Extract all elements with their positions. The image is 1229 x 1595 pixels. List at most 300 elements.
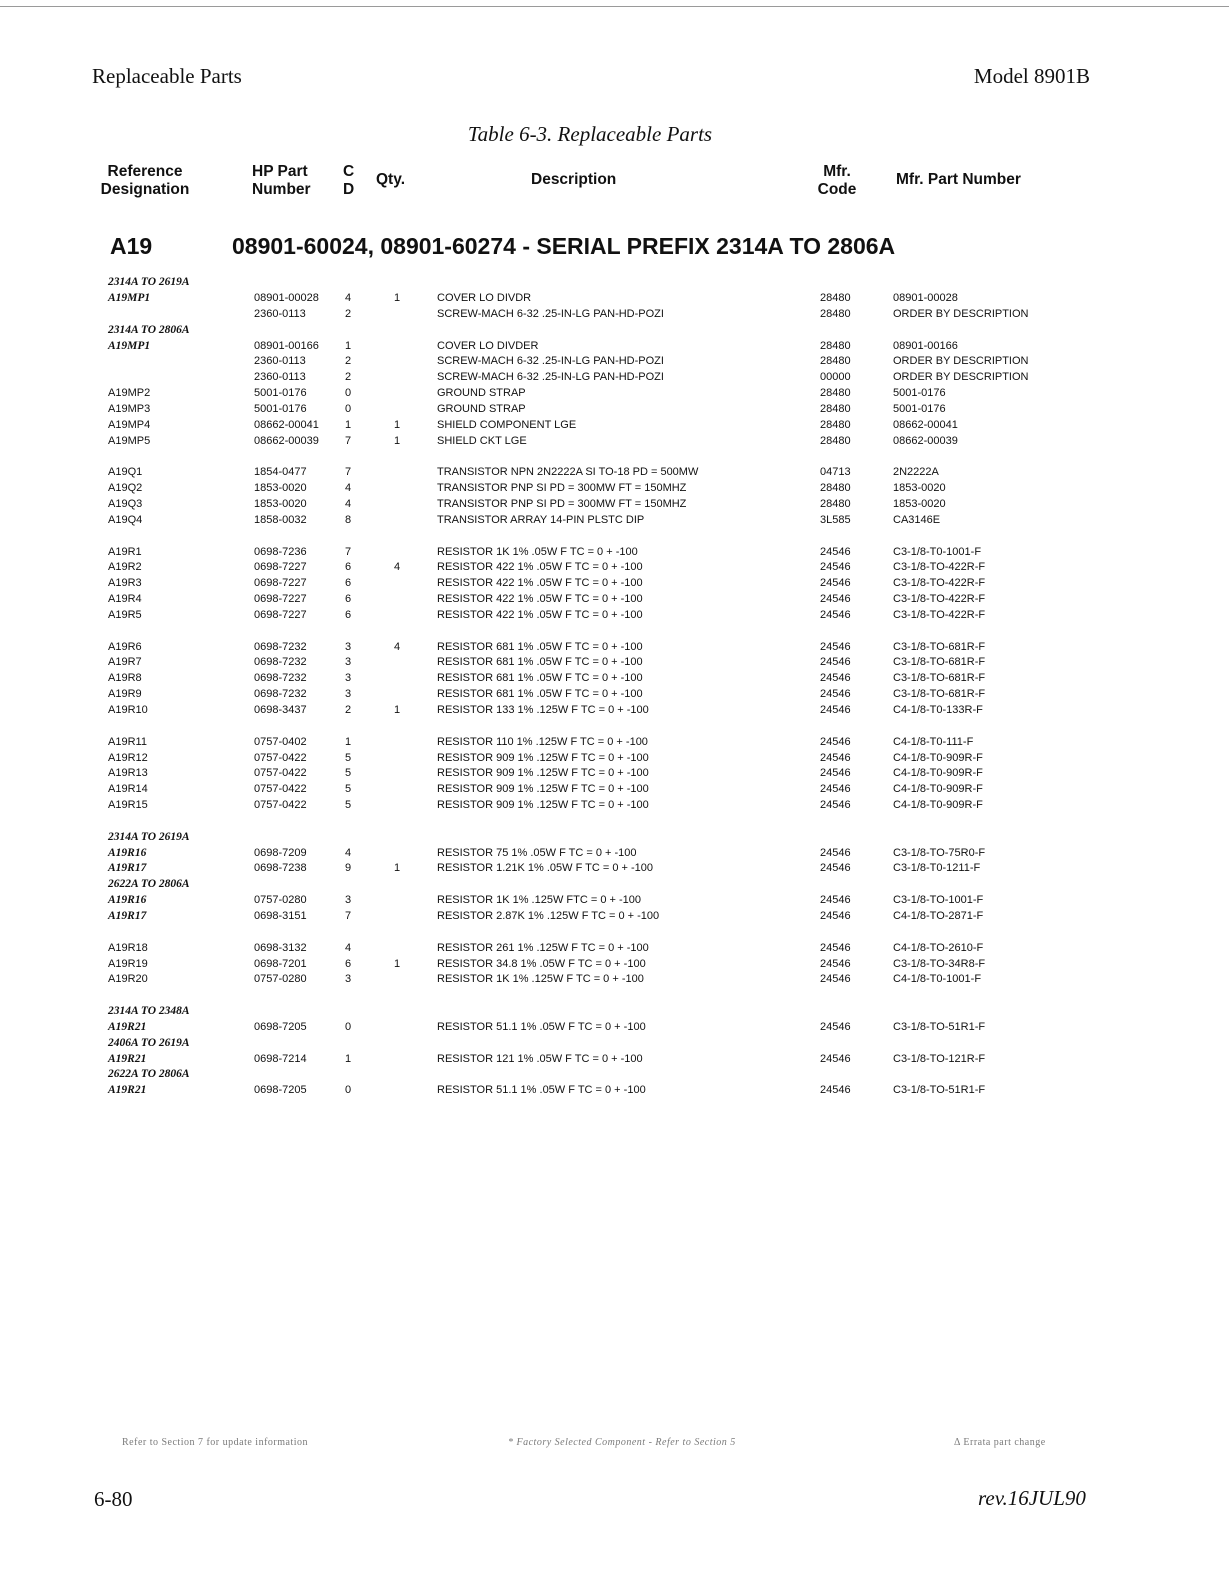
table-row: [0, 370, 1229, 386]
cell-description: RESISTOR 681 1% .05W F TC = 0 + -100: [437, 688, 643, 701]
table-row: [0, 893, 1229, 909]
table-row: [0, 640, 1229, 656]
cell-reference: 2622A TO 2806A: [108, 878, 190, 891]
cell-cd: 6: [345, 609, 352, 622]
cell-reference: A19R8: [108, 672, 142, 685]
cell-mfr-code: 24546: [820, 783, 851, 796]
cell-reference: A19R3: [108, 577, 142, 590]
cell-hp-part-number: 0698-7232: [254, 656, 307, 669]
cell-mfr-part-number: C3-1/8-TO-51R1-F: [893, 1020, 986, 1033]
cell-mfr-code: 24546: [820, 1052, 851, 1065]
row-spacer: [0, 624, 1229, 640]
cell-hp-part-number: 1853-0020: [254, 482, 307, 495]
cell-reference: A19MP5: [108, 434, 151, 447]
cell-mfr-code: 28480: [820, 355, 851, 368]
cell-mfr-part-number: ORDER BY DESCRIPTION: [893, 307, 1029, 320]
cell-description: RESISTOR 1.21K 1% .05W F TC = 0 + -100: [437, 862, 654, 875]
cell-cd: 2: [345, 704, 352, 717]
table-row: [0, 418, 1229, 434]
cell-hp-part-number: 0698-7214: [254, 1052, 307, 1065]
table-row: [0, 497, 1229, 513]
cell-mfr-part-number: 5001-0176: [893, 403, 946, 416]
cell-qty: 4: [394, 561, 401, 574]
cell-hp-part-number: 0698-7205: [254, 1020, 307, 1033]
cell-mfr-code: 24546: [820, 672, 851, 685]
cell-hp-part-number: 08662-00041: [254, 419, 319, 432]
cell-reference: A19R11: [108, 735, 147, 748]
cell-hp-part-number: 0698-7209: [254, 846, 307, 859]
cell-mfr-code: 24546: [820, 751, 851, 764]
cell-mfr-part-number: C3-1/8-TO-681R-F: [893, 672, 986, 685]
table-row: [0, 481, 1229, 497]
cell-description: RESISTOR 909 1% .125W F TC = 0 + -100: [437, 751, 649, 764]
table-row: [0, 1036, 1229, 1052]
cell-mfr-part-number: C3-1/8-TO-51R1-F: [893, 1084, 986, 1097]
cell-qty: 1: [394, 419, 401, 432]
cell-reference: A19R7: [108, 656, 142, 669]
row-spacer: [0, 814, 1229, 830]
table-row: [0, 608, 1229, 624]
cell-description: RESISTOR 1K 1% .125W F TC = 0 + -100: [437, 973, 644, 986]
cell-cd: 0: [345, 1020, 352, 1033]
cell-cd: 6: [345, 957, 352, 970]
cell-reference: A19MP3: [108, 403, 151, 416]
cell-mfr-code: 24546: [820, 609, 851, 622]
cell-description: RESISTOR 422 1% .05W F TC = 0 + -100: [437, 577, 643, 590]
cell-mfr-part-number: C3-1/8-TO-681R-F: [893, 640, 986, 653]
cell-description: TRANSISTOR ARRAY 14-PIN PLSTC DIP: [437, 514, 645, 527]
cell-reference: A19R9: [108, 688, 142, 701]
cell-mfr-code: 28480: [820, 498, 851, 511]
cell-mfr-part-number: 08901-00166: [893, 339, 958, 352]
cell-mfr-part-number: 08662-00041: [893, 419, 958, 432]
cell-description: GROUND STRAP: [437, 403, 526, 416]
cell-description: RESISTOR 422 1% .05W F TC = 0 + -100: [437, 593, 643, 606]
cell-mfr-part-number: 1853-0020: [893, 482, 946, 495]
cell-reference: 2314A TO 2348A: [108, 1004, 190, 1017]
cell-mfr-part-number: 08901-00028: [893, 291, 958, 304]
cell-description: GROUND STRAP: [437, 387, 526, 400]
cell-hp-part-number: 1854-0477: [254, 466, 307, 479]
cell-mfr-code: 24546: [820, 941, 851, 954]
column-header-cd: C D: [343, 163, 355, 198]
table-row: [0, 402, 1229, 418]
cell-description: RESISTOR 1K 1% .125W FTC = 0 + -100: [437, 894, 641, 907]
cell-mfr-part-number: C4-1/8-T0-909R-F: [893, 767, 983, 780]
cell-qty: 1: [394, 291, 401, 304]
cell-description: RESISTOR 51.1 1% .05W F TC = 0 + -100: [437, 1084, 646, 1097]
revision-date: rev.16JUL90: [978, 1486, 1086, 1510]
cell-description: RESISTOR 2.87K 1% .125W F TC = 0 + -100: [437, 910, 660, 923]
cell-description: RESISTOR 909 1% .125W F TC = 0 + -100: [437, 767, 649, 780]
cell-reference: 2314A TO 2619A: [108, 830, 190, 843]
top-rule: [0, 6, 1229, 7]
cell-mfr-code: 04713: [820, 466, 851, 479]
cell-mfr-part-number: C4-1/8-TO-2871-F: [893, 910, 984, 923]
cell-mfr-code: 24546: [820, 735, 851, 748]
cell-mfr-code: 28480: [820, 307, 851, 320]
cell-cd: 2: [345, 355, 352, 368]
table-row: [0, 703, 1229, 719]
cell-mfr-code: 24546: [820, 640, 851, 653]
cell-description: RESISTOR 681 1% .05W F TC = 0 + -100: [437, 672, 643, 685]
cell-hp-part-number: 0698-7236: [254, 545, 307, 558]
cell-reference: A19MP1: [108, 291, 151, 304]
cell-reference: A19R21: [108, 1084, 147, 1097]
cell-description: SCREW-MACH 6-32 .25-IN-LG PAN-HD-POZI: [437, 371, 664, 384]
cell-hp-part-number: 0698-3132: [254, 941, 307, 954]
cell-mfr-code: 28480: [820, 339, 851, 352]
table-row: [0, 1067, 1229, 1083]
column-header-description: Description: [531, 171, 617, 188]
cell-cd: 5: [345, 751, 352, 764]
cell-mfr-part-number: C4-1/8-TO-2610-F: [893, 941, 984, 954]
table-row: [0, 687, 1229, 703]
cell-hp-part-number: 0757-0402: [254, 735, 307, 748]
table-row: [0, 972, 1229, 988]
cell-qty: 1: [394, 862, 401, 875]
cell-mfr-code: 28480: [820, 434, 851, 447]
cell-mfr-code: 24546: [820, 561, 851, 574]
cell-description: RESISTOR 133 1% .125W F TC = 0 + -100: [437, 704, 649, 717]
cell-reference: A19R6: [108, 640, 142, 653]
cell-description: RESISTOR 51.1 1% .05W F TC = 0 + -100: [437, 1020, 646, 1033]
cell-reference: A19R5: [108, 609, 142, 622]
table-row: [0, 1020, 1229, 1036]
cell-description: RESISTOR 422 1% .05W F TC = 0 + -100: [437, 561, 643, 574]
cell-cd: 5: [345, 799, 352, 812]
cell-reference: 2314A TO 2806A: [108, 323, 190, 336]
cell-hp-part-number: 08662-00039: [254, 434, 319, 447]
cell-cd: 8: [345, 514, 352, 527]
cell-cd: 0: [345, 403, 352, 416]
cell-hp-part-number: 0698-3151: [254, 910, 307, 923]
cell-reference: 2622A TO 2806A: [108, 1068, 190, 1081]
cell-description: RESISTOR 261 1% .125W F TC = 0 + -100: [437, 941, 649, 954]
cell-qty: 1: [394, 434, 401, 447]
cell-mfr-code: 24546: [820, 688, 851, 701]
cell-reference: A19Q3: [108, 498, 143, 511]
cell-description: SHIELD CKT LGE: [437, 434, 527, 447]
cell-cd: 3: [345, 973, 352, 986]
table-row: [0, 909, 1229, 925]
table-row: [0, 354, 1229, 370]
cell-mfr-code: 00000: [820, 371, 851, 384]
cell-hp-part-number: 0698-7238: [254, 862, 307, 875]
cell-cd: 4: [345, 291, 352, 304]
cell-reference: A19R21: [108, 1052, 147, 1065]
table-row: [0, 386, 1229, 402]
cell-mfr-part-number: C4-1/8-T0-909R-F: [893, 783, 983, 796]
cell-cd: 2: [345, 371, 352, 384]
cell-mfr-part-number: 1853-0020: [893, 498, 946, 511]
section-header: Replaceable Parts: [92, 64, 242, 88]
table-row: [0, 941, 1229, 957]
cell-description: RESISTOR 681 1% .05W F TC = 0 + -100: [437, 656, 643, 669]
table-row: [0, 465, 1229, 481]
parts-table: [0, 275, 1229, 1099]
table-row: [0, 782, 1229, 798]
cell-reference: A19R21: [108, 1020, 147, 1033]
row-spacer: [0, 719, 1229, 735]
cell-hp-part-number: 1853-0020: [254, 498, 307, 511]
cell-mfr-part-number: C3-1/8-TO-422R-F: [893, 609, 986, 622]
cell-cd: 0: [345, 387, 352, 400]
cell-hp-part-number: 0698-7232: [254, 688, 307, 701]
table-row: [0, 830, 1229, 846]
cell-mfr-code: 24546: [820, 862, 851, 875]
cell-description: SCREW-MACH 6-32 .25-IN-LG PAN-HD-POZI: [437, 355, 664, 368]
cell-reference: A19Q1: [108, 466, 143, 479]
cell-description: SHIELD COMPONENT LGE: [437, 419, 577, 432]
cell-description: RESISTOR 75 1% .05W F TC = 0 + -100: [437, 846, 637, 859]
row-spacer: [0, 450, 1229, 466]
cell-reference: A19R13: [108, 767, 148, 780]
cell-mfr-code: 28480: [820, 482, 851, 495]
cell-hp-part-number: 0757-0280: [254, 894, 307, 907]
cell-mfr-part-number: C4-1/8-T0-111-F: [893, 735, 974, 748]
cell-hp-part-number: 08901-00166: [254, 339, 319, 352]
cell-description: RESISTOR 1K 1% .05W F TC = 0 + -100: [437, 545, 638, 558]
page-number: 6-80: [94, 1487, 133, 1511]
cell-hp-part-number: 0757-0422: [254, 783, 307, 796]
cell-mfr-code: 24546: [820, 910, 851, 923]
cell-hp-part-number: 2360-0113: [254, 307, 306, 320]
cell-reference: A19R16: [108, 894, 147, 907]
cell-cd: 4: [345, 846, 352, 859]
cell-cd: 3: [345, 672, 352, 685]
cell-reference: A19Q4: [108, 514, 143, 527]
cell-hp-part-number: 0698-7227: [254, 593, 307, 606]
table-row: [0, 592, 1229, 608]
cell-reference: A19R16: [108, 846, 147, 859]
cell-reference: A19R15: [108, 799, 148, 812]
cell-hp-part-number: 0757-0280: [254, 973, 307, 986]
cell-mfr-code: 24546: [820, 894, 851, 907]
cell-cd: 2: [345, 307, 352, 320]
table-row: [0, 798, 1229, 814]
cell-mfr-part-number: ORDER BY DESCRIPTION: [893, 371, 1029, 384]
cell-cd: 6: [345, 593, 352, 606]
cell-cd: 3: [345, 894, 352, 907]
cell-hp-part-number: 08901-00028: [254, 291, 319, 304]
table-row: [0, 846, 1229, 862]
table-row: [0, 1052, 1229, 1068]
cell-mfr-part-number: C4-1/8-T0-909R-F: [893, 751, 983, 764]
cell-reference: A19R17: [108, 910, 147, 923]
cell-description: RESISTOR 110 1% .125W F TC = 0 + -100: [437, 735, 648, 748]
table-title: Table 6-3. Replaceable Parts: [467, 122, 713, 146]
cell-mfr-part-number: C3-1/8-TO-681R-F: [893, 656, 986, 669]
column-header-mfr-code: Mfr. Code: [817, 163, 857, 198]
table-row: [0, 766, 1229, 782]
cell-cd: 6: [345, 577, 352, 590]
cell-description: RESISTOR 121 1% .05W F TC = 0 + -100: [437, 1052, 643, 1065]
cell-reference: A19R2: [108, 561, 142, 574]
cell-mfr-code: 24546: [820, 973, 851, 986]
cell-cd: 5: [345, 783, 352, 796]
cell-reference: A19MP2: [108, 387, 151, 400]
cell-description: SCREW-MACH 6-32 .25-IN-LG PAN-HD-POZI: [437, 307, 664, 320]
footnote-factory-selected: * Factory Selected Component - Refer to Section 5: [508, 1437, 736, 1448]
cell-mfr-part-number: CA3146E: [893, 514, 941, 527]
table-row: [0, 1083, 1229, 1099]
cell-hp-part-number: 5001-0176: [254, 387, 307, 400]
cell-cd: 1: [345, 419, 352, 432]
cell-description: TRANSISTOR PNP SI PD = 300MW FT = 150MHZ: [437, 498, 687, 511]
table-row: [0, 671, 1229, 687]
cell-hp-part-number: 0698-7227: [254, 577, 307, 590]
cell-mfr-part-number: C3-1/8-T0-1211-F: [893, 862, 981, 875]
cell-cd: 9: [345, 862, 352, 875]
cell-mfr-code: 24546: [820, 656, 851, 669]
cell-mfr-part-number: 5001-0176: [893, 387, 946, 400]
table-row: [0, 323, 1229, 339]
table-row: [0, 513, 1229, 529]
cell-description: RESISTOR 34.8 1% .05W F TC = 0 + -100: [437, 957, 646, 970]
cell-mfr-part-number: C3-1/8-TO-422R-F: [893, 561, 986, 574]
cell-hp-part-number: 2360-0113: [254, 355, 306, 368]
cell-mfr-code: 24546: [820, 593, 851, 606]
cell-mfr-part-number: C3-1/8-TO-681R-F: [893, 688, 986, 701]
cell-cd: 3: [345, 688, 352, 701]
cell-mfr-code: 3L585: [820, 514, 851, 527]
cell-cd: 4: [345, 941, 352, 954]
cell-mfr-part-number: 08662-00039: [893, 434, 958, 447]
cell-mfr-part-number: ORDER BY DESCRIPTION: [893, 355, 1029, 368]
table-row: [0, 877, 1229, 893]
cell-reference: A19R17: [108, 862, 147, 875]
row-spacer: [0, 988, 1229, 1004]
footnote-update: Refer to Section 7 for update information: [122, 1437, 309, 1448]
cell-description: COVER LO DIVDER: [437, 339, 539, 352]
cell-cd: 1: [345, 735, 352, 748]
cell-hp-part-number: 0698-7232: [254, 672, 307, 685]
cell-cd: 3: [345, 640, 352, 653]
cell-mfr-part-number: C3-1/8-TO-1001-F: [893, 894, 984, 907]
cell-mfr-part-number: 2N2222A: [893, 466, 939, 479]
cell-reference: A19R19: [108, 957, 148, 970]
model-header: Model 8901B: [973, 64, 1090, 88]
cell-hp-part-number: 1858-0032: [254, 514, 307, 527]
cell-cd: 4: [345, 482, 352, 495]
cell-reference: A19R10: [108, 704, 148, 717]
cell-mfr-part-number: C4-1/8-T0-909R-F: [893, 799, 983, 812]
cell-cd: 7: [345, 466, 352, 479]
cell-cd: 1: [345, 339, 352, 352]
cell-cd: 7: [345, 910, 352, 923]
cell-mfr-code: 24546: [820, 957, 851, 970]
cell-hp-part-number: 2360-0113: [254, 371, 306, 384]
cell-cd: 6: [345, 561, 352, 574]
table-row: [0, 1004, 1229, 1020]
cell-reference: A19R18: [108, 941, 148, 954]
cell-cd: 0: [345, 1084, 352, 1097]
cell-description: RESISTOR 909 1% .125W F TC = 0 + -100: [437, 799, 649, 812]
cell-mfr-code: 24546: [820, 767, 851, 780]
cell-mfr-part-number: C3-1/8-TO-75R0-F: [893, 846, 986, 859]
cell-mfr-code: 28480: [820, 419, 851, 432]
table-row: [0, 339, 1229, 355]
cell-description: RESISTOR 681 1% .05W F TC = 0 + -100: [437, 640, 643, 653]
cell-description: TRANSISTOR NPN 2N2222A SI TO-18 PD = 500MW: [437, 466, 699, 479]
cell-reference: 2314A TO 2619A: [108, 276, 190, 288]
cell-mfr-code: 24546: [820, 799, 851, 812]
table-row: [0, 545, 1229, 561]
table-row: [0, 576, 1229, 592]
table-row: [0, 275, 1229, 291]
cell-hp-part-number: 0698-7227: [254, 561, 307, 574]
cell-reference: A19R1: [108, 545, 142, 558]
cell-reference: A19MP4: [108, 419, 151, 432]
table-row: [0, 957, 1229, 973]
cell-mfr-part-number: C3-1/8-TO-121R-F: [893, 1052, 986, 1065]
cell-reference: 2406A TO 2619A: [108, 1036, 190, 1049]
cell-mfr-code: 28480: [820, 387, 851, 400]
cell-hp-part-number: 0698-7232: [254, 640, 307, 653]
cell-hp-part-number: 0698-3437: [254, 704, 307, 717]
table-row: [0, 434, 1229, 450]
cell-hp-part-number: 0757-0422: [254, 767, 307, 780]
cell-mfr-part-number: C3-1/8-T0-1001-F: [893, 545, 982, 558]
cell-mfr-part-number: C4-1/8-T0-1001-F: [893, 973, 982, 986]
table-row: [0, 307, 1229, 323]
table-row: [0, 291, 1229, 307]
cell-mfr-part-number: C3-1/8-TO-422R-F: [893, 577, 986, 590]
column-header-reference: Reference Designation: [100, 163, 190, 198]
cell-hp-part-number: 0698-7205: [254, 1084, 307, 1097]
cell-reference: A19R12: [108, 751, 148, 764]
cell-qty: 4: [394, 640, 401, 653]
cell-cd: 4: [345, 498, 352, 511]
cell-mfr-code: 24546: [820, 846, 851, 859]
cell-hp-part-number: 0698-7227: [254, 609, 307, 622]
cell-reference: A19MP1: [108, 339, 151, 352]
cell-qty: 1: [394, 704, 401, 717]
cell-reference: A19R20: [108, 973, 148, 986]
row-spacer: [0, 529, 1229, 545]
cell-hp-part-number: 0757-0422: [254, 751, 307, 764]
table-row: [0, 560, 1229, 576]
assembly-title: 08901-60024, 08901-60274 - SERIAL PREFIX 2314A TO 2806A: [232, 233, 896, 259]
cell-cd: 3: [345, 656, 352, 669]
cell-mfr-part-number: C4-1/8-T0-133R-F: [893, 704, 983, 717]
cell-description: RESISTOR 422 1% .05W F TC = 0 + -100: [437, 609, 643, 622]
table-row: [0, 735, 1229, 751]
cell-cd: 1: [345, 1052, 352, 1065]
cell-mfr-code: 28480: [820, 403, 851, 416]
cell-reference: A19R4: [108, 593, 142, 606]
cell-mfr-code: 24546: [820, 704, 851, 717]
cell-mfr-part-number: C3-1/8-TO-422R-F: [893, 593, 986, 606]
cell-mfr-code: 24546: [820, 1084, 851, 1097]
cell-cd: 7: [345, 545, 352, 558]
cell-description: RESISTOR 909 1% .125W F TC = 0 + -100: [437, 783, 649, 796]
cell-mfr-part-number: C3-1/8-TO-34R8-F: [893, 957, 986, 970]
footnote-errata: Δ Errata part change: [954, 1437, 1046, 1448]
cell-reference: A19R14: [108, 783, 148, 796]
cell-mfr-code: 24546: [820, 1020, 851, 1033]
cell-mfr-code: 24546: [820, 545, 851, 558]
cell-mfr-code: 28480: [820, 291, 851, 304]
table-row: [0, 861, 1229, 877]
cell-hp-part-number: 5001-0176: [254, 403, 307, 416]
column-header-mfr-part-number: Mfr. Part Number: [896, 171, 1021, 188]
row-spacer: [0, 925, 1229, 941]
cell-hp-part-number: 0698-7201: [254, 957, 307, 970]
cell-qty: 1: [394, 957, 401, 970]
cell-hp-part-number: 0757-0422: [254, 799, 307, 812]
